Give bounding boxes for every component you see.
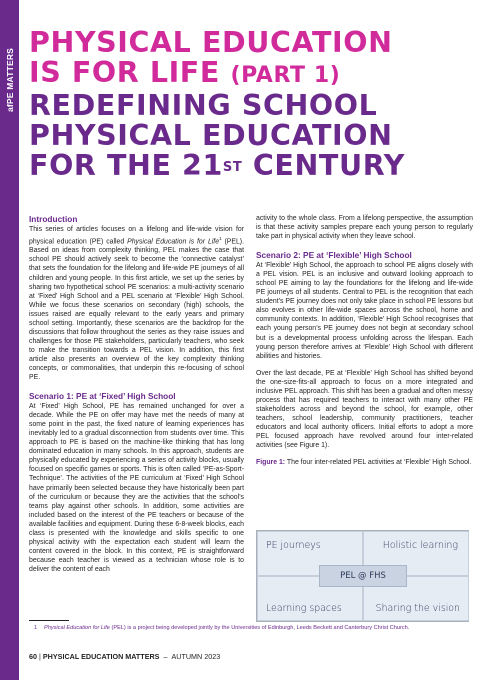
headline-line-5 [29,151,489,181]
quadrant-label-learning-spaces: Learning spaces [266,603,342,614]
headline-line-2 [29,58,489,91]
quadrant-label-sharing-vision: Sharing the vision [375,603,460,614]
footnote-rule [29,620,69,621]
issue-label: AUTUMN 2023 [171,652,221,661]
scenario2-heading: Scenario 2: PE at ‘Flexible’ High School [256,250,412,261]
scenario1-heading: Scenario 1: PE at ‘Fixed’ High School [29,391,176,402]
footnote-number: 1 [34,625,38,631]
intro-footnote-ref: 1 [219,236,222,242]
footnote-emphasis: Physical Education for Life [44,625,110,631]
quadrant-label-holistic-learning: Holistic learning [382,540,458,551]
footnote [29,625,469,632]
intro-emphasis: Physical Education is for Life [127,238,220,246]
headline-part-label: (PART 1) [230,63,341,88]
figure-center-label: PEL @ FHS [340,571,386,581]
page-footer: 60 | PHYSICAL EDUCATION MATTERS – AUTUMN 2023 [29,652,221,661]
intro-text-a: This series of articles focuses on a lifelong and life-wide vision for physical education (PE) called [29,226,244,246]
headline-line-5-main: FOR THE 21 [29,149,223,182]
left-column [29,214,244,574]
section-label-text: afPE MATTERS [4,47,15,113]
scenario1-continued: activity to the whole class. From a lifelong perspective, the assumption is that these activity samples prepare each young person to regularly take part in physical activity when they leave school. [256,215,473,241]
page-number: 60 [29,652,37,661]
intro-paragraph [29,225,244,382]
section-label [0,0,19,160]
headline-superscript: ST [222,160,243,175]
publication-name: PHYSICAL EDUCATION MATTERS [42,652,160,661]
intro-heading: Introduction [29,214,78,224]
headline-line-5-end: CENTURY [242,149,405,182]
headline-line-1: PHYSICAL EDUCATION [29,26,393,59]
article-headline [29,28,489,181]
headline-line-2-main: IS FOR LIFE [29,56,220,89]
right-column [256,214,473,467]
figure-label: Figure 1: [256,459,286,467]
headline-line-3: REDEFINING SCHOOL [29,89,378,122]
scenario2-paragraph-2: Over the last decade, PE at ‘Flexible’ High School has shifted beyond the one-size-fits-all approach to focus on a more integrated and inclusive PEL approach. This shift has been a gradual and often messy process that has required teachers to interact with many other PE stakeholders across and beyond the school, for example, other teachers, school leadership, community practitioners, teacher educators and local authority officers. Initial efforts to adopt a more PEL focused approach have revolved around four inter-related activities (see Figure 1). [256,369,473,450]
scenario2-paragraph-1: At ‘Flexible’ High School, the approach to school PE aligns closely with a PEL vision. PEL is an inclusive and outward looking approach to school PE aiming to lay the foundations for the lifelong and life-wide PE journeys of all students. Central to PEL is the recognition that each student’s PE journey does not only take place in school PE lessons but also evolves in other life-wide spaces across the school, home and community contexts. In addition, ‘Flexible’ High School recognises that each young person’s PE journey does not begin at secondary school but is a developmental process unfolding across the lifespan. Each young person therefore arrives at ‘Flexible’ High School with different abilities and histories. [256,262,473,360]
figure-center-box [319,565,407,587]
figure-caption-text: The four inter-related PEL activities at ‘Flexible’ High School. [285,459,472,467]
quadrant-label-pe-journeys: PE journeys [266,540,321,551]
pel-activities-figure [256,530,469,622]
footnote-body: (PEL) is a project being developed jointly by the Universities of Edinburgh, Leeds Beckett and Canterbury Christ Church. [109,625,410,631]
scenario1-paragraph: At ‘Fixed’ High School, PE has remained unchanged for over a decade. While the PE on offer may have met the needs of many at some point in the past, the fixed nature of learning experiences has inevitably led to a gradual disconnection from students over time. This approach to PE is based on the machine-like thinking that has long dominated education in many schools. In this approach, students are physically educated by experiencing a series of activity blocks, usually focused on specific games or sports. This is often called ‘PE-as-Sport-Technique’. The activities of the PE curriculum at ‘Fixed’ High School have primarily been selected because they have historically been part of the curriculum or because they are the activities that the school’s teams play against other schools. In addition, some activities are included based on the interest of the PE teachers or because of the available facilities and equipment. During these 6-8-week blocks, each class is presented with the knowledge and skills specific to one physical activity with the expectation each student will learn the content covered in the block. In this context, PE is straightforward because each teacher is viewed as a technician whose role is to deliver the content of each [29,403,244,573]
intro-text-b: (PEL). Based on ideas from complexity thinking, PEL makes the case that school PE should actively seek to become the ‘connective catalyst’ that sets the foundation for the lifelong and life-wide PE journeys of all children and young people. In this first article, we set up the series by sharing two hypothetical school PE scenarios: a multi-activity scenario at ‘Fixed’ High School and a PEL scenario at ‘Flexible’ High School. While we focus these scenarios on secondary (high) schools, the issues raised are equally relevant to the early years and primary school setting. Importantly, these scenarios are the backdrop for the discussions that follow throughout the series as they raise issues and challenges for those PE stakeholders, particularly teachers, who seek to make the transition towards a PEL vision. In addition, this first article also presents an overview of the key complexity thinking concepts, or commonalities, that underpin this re-focusing of school PE. [29,238,244,382]
footnote-text [29,625,469,632]
figure-caption [256,458,473,467]
headline-line-4: PHYSICAL EDUCATION [29,119,393,152]
